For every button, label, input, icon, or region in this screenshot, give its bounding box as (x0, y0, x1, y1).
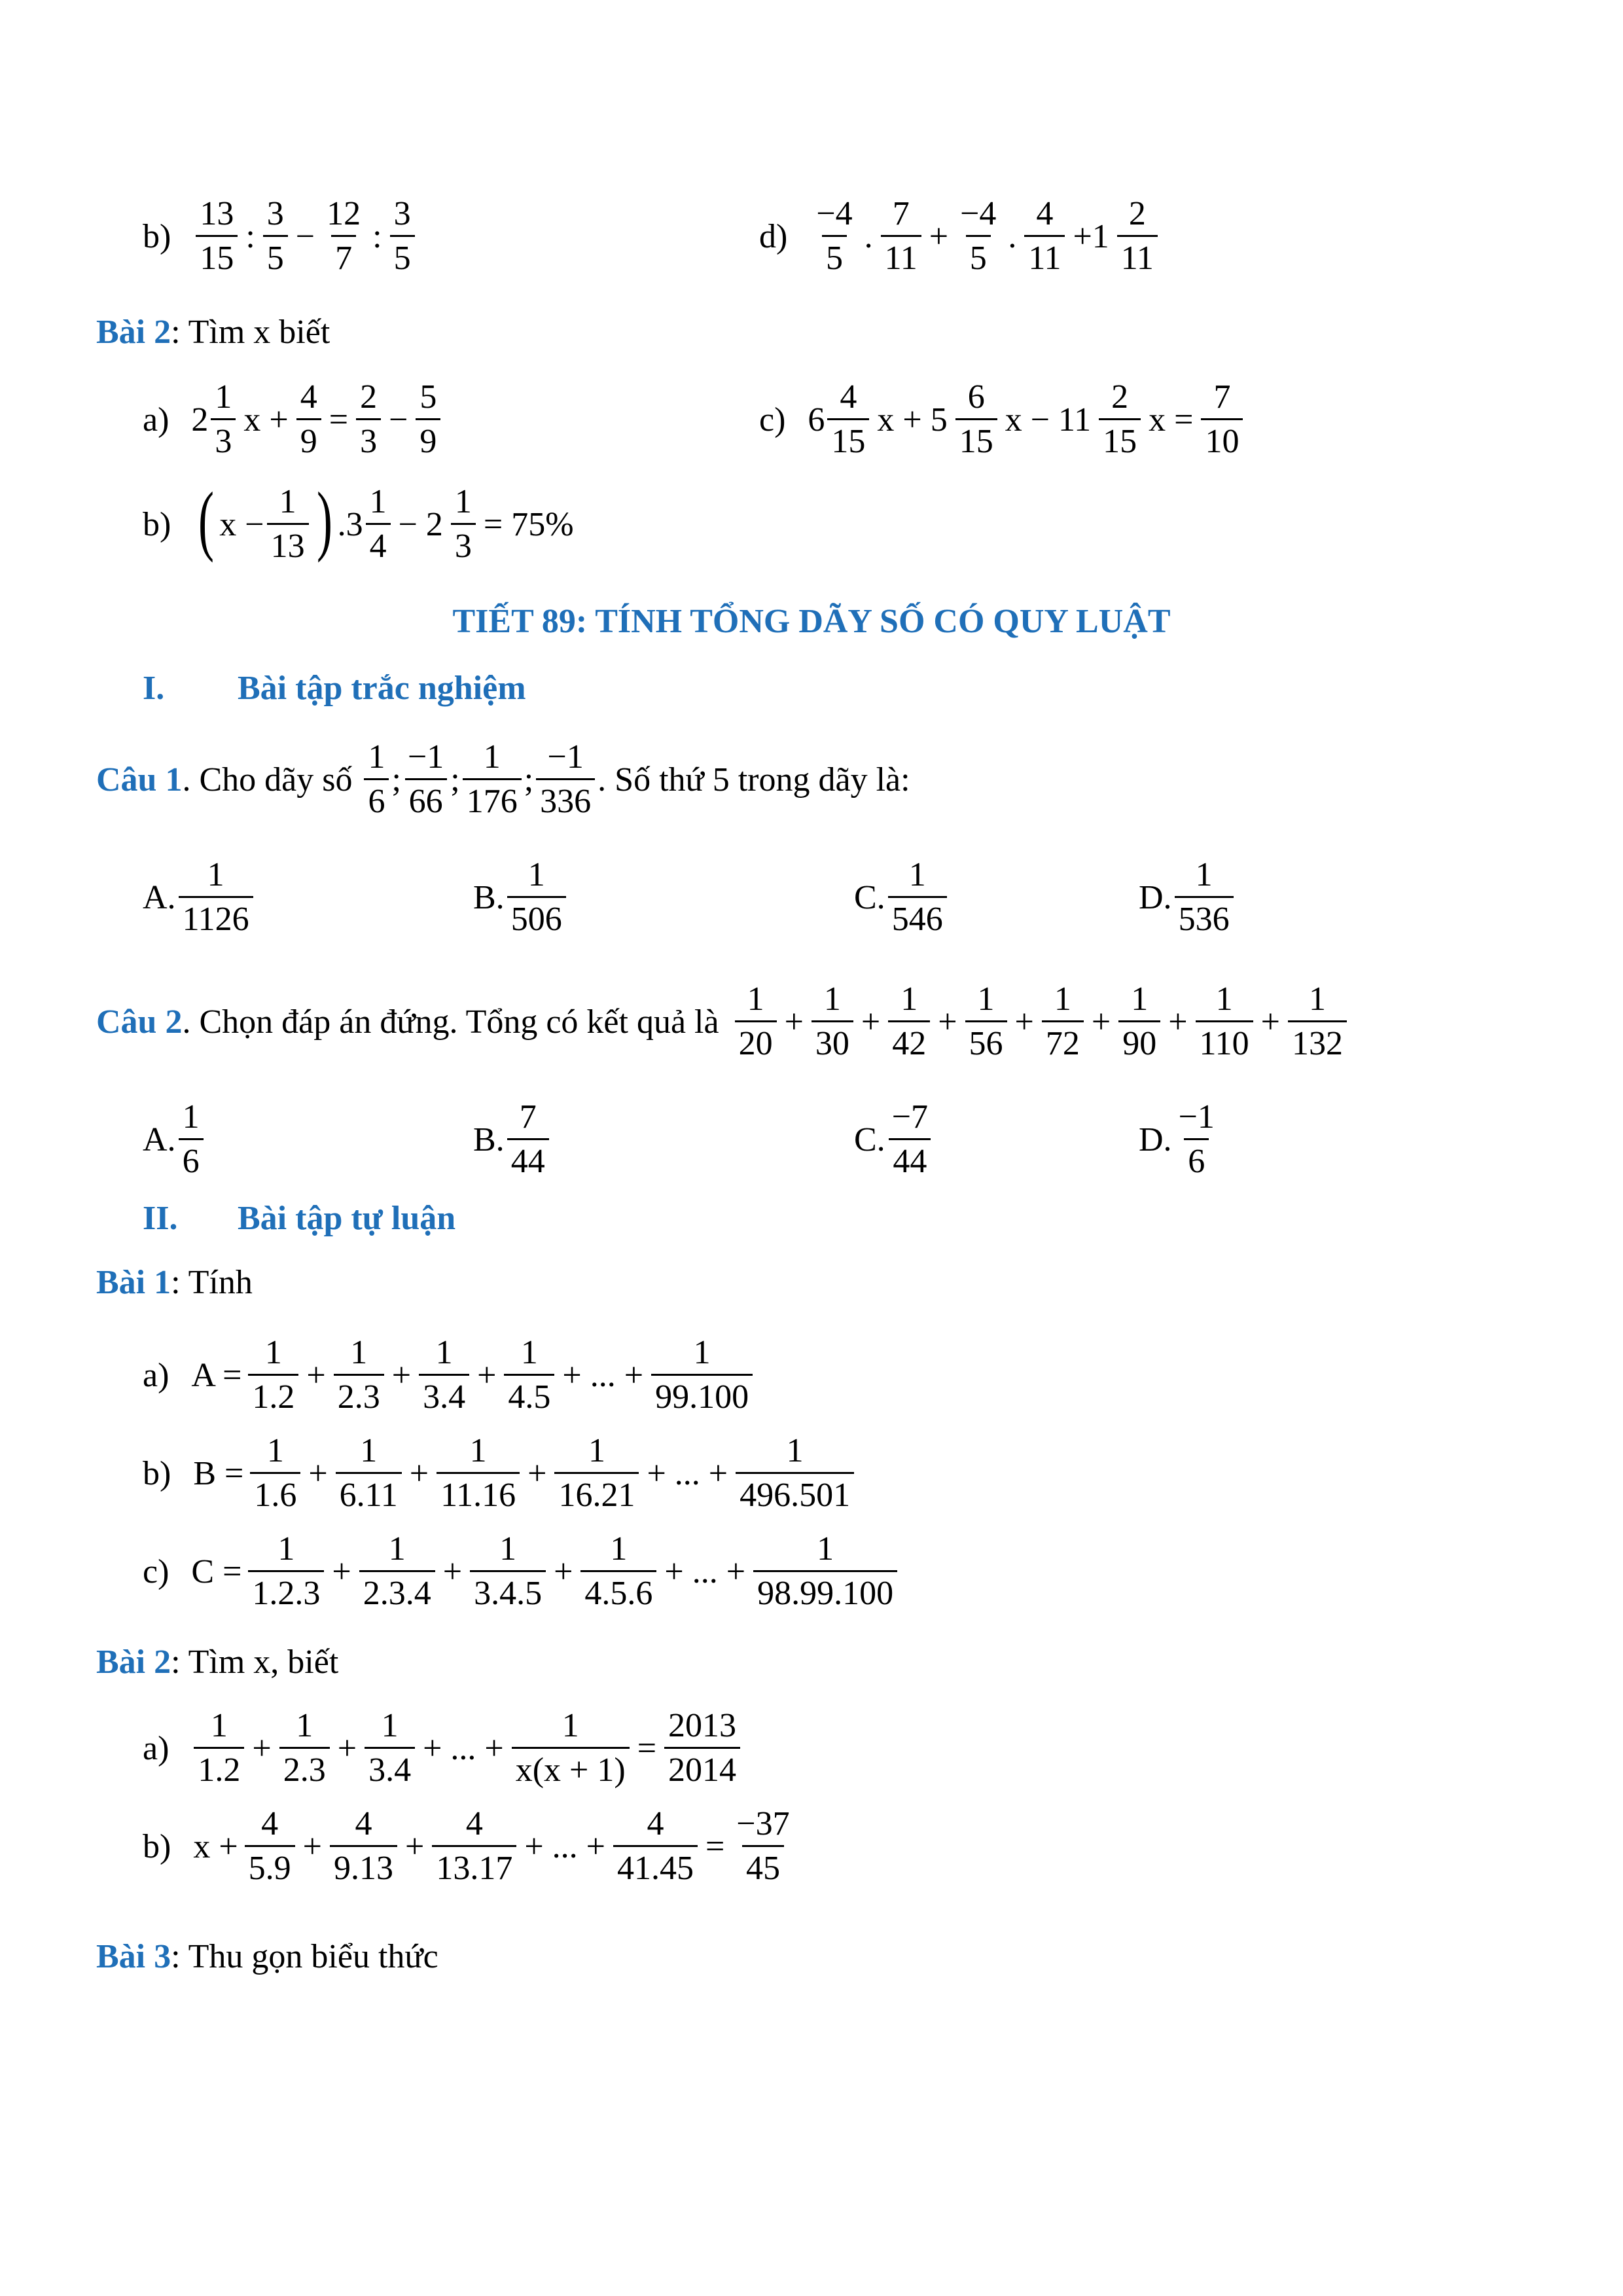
fraction: $\frac{1}{1126}$ (179, 857, 253, 937)
fraction: $\frac{1}{72}$ (1042, 982, 1084, 1062)
fraction: $\frac{1}{3}$ (211, 380, 236, 459)
fraction: $\frac{1}{16.21}$ (554, 1433, 639, 1513)
fraction: $\frac{5}{9}$ (416, 380, 440, 459)
bai2-a-equation: a) 2 $\frac{1}{3}$ x + $\frac{4}{9}$ = $\frac{2}{3}$ − $\frac{5}{9}$ (143, 380, 443, 459)
cau1-option-a[interactable]: A. $\frac{1}{1126}$ (143, 857, 256, 937)
bai2-heading: Bài 2 : Tìm x biết (96, 314, 330, 351)
fraction: $\frac{-4}{5}$ (960, 195, 997, 277)
fraction: $\frac{2}{3}$ (356, 380, 381, 459)
fraction: $\frac{-1}{336}$ (536, 740, 595, 819)
fraction: $\frac{1}{1.6}$ (250, 1433, 300, 1513)
bai2-b-equation: b) ( x − $\frac{1}{13}$ ) .3 $\frac{1}{4}$ − 2 $\frac{1}{3}$ = 75% (143, 476, 574, 565)
fraction: $\frac{1}{11.16}$ (437, 1433, 520, 1513)
fraction: $\frac{4}{13.17}$ (432, 1806, 516, 1886)
bai1-b-expression: b) B = $\frac{1}{1.6}$ + $\frac{1}{6.11}$ + $\frac{1}{11.16}$ + $\frac{1}{16.21}$ + ... + $\frac{1}{496.501}$ (143, 1433, 857, 1513)
fraction: $\frac{1}{90}$ (1118, 982, 1160, 1062)
bai1-c-expression: c) C = $\frac{1}{1.2.3}$ + $\frac{1}{2.3.4}$ + $\frac{1}{3.4.5}$ + $\frac{1}{4.5.6}$ + ... + $\frac{1}{98.99.100}$ (143, 1532, 900, 1611)
fraction: $\frac{6}{15}$ (955, 380, 997, 459)
fraction: $\frac{-37}{45}$ (736, 1805, 790, 1887)
fraction: $\frac{1}{496.501}$ (736, 1433, 854, 1513)
fraction: $\frac{-1}{6}$ (1178, 1098, 1215, 1180)
fraction: $\frac{1}{132}$ (1288, 982, 1347, 1062)
section-title: TIẾT 89: TÍNH TỔNG DÃY SỐ CÓ QUY LUẬT (452, 603, 1171, 640)
part1-heading: I. Bài tập trắc nghiệm (143, 670, 526, 707)
fraction: $\frac{1}{1.2}$ (248, 1335, 298, 1415)
fraction: $\frac{13}{15}$ (196, 196, 238, 276)
fraction: $\frac{1}{4.5.6}$ (580, 1532, 656, 1611)
cau2-option-a[interactable]: A. $\frac{1}{6}$ (143, 1100, 206, 1179)
fraction: $\frac{4}{9.13}$ (330, 1806, 397, 1886)
fraction: $\frac{1}{3}$ (451, 484, 476, 564)
fraction: $\frac{2}{15}$ (1099, 380, 1141, 459)
cau2-option-d[interactable]: D. $\frac{-1}{6}$ (1139, 1100, 1221, 1179)
fraction: $\frac{1}{1.2.3}$ (248, 1532, 324, 1611)
fraction: $\frac{1}{176}$ (463, 740, 522, 819)
fraction: $\frac{1}{506}$ (507, 857, 566, 937)
cau1-option-b[interactable]: B. $\frac{1}{506}$ (473, 857, 569, 937)
fraction: $\frac{1}{110}$ (1196, 982, 1253, 1062)
fraction: $\frac{4}{41.45}$ (613, 1806, 698, 1886)
fraction: $\frac{4}{15}$ (827, 380, 869, 459)
bai2b-heading: Bài 2 : Tìm x, biết (96, 1643, 339, 1681)
fraction: $\frac{2}{11}$ (1117, 196, 1158, 276)
fraction: $\frac{1}{99.100}$ (651, 1335, 753, 1415)
fraction: $\frac{1}{4}$ (366, 484, 391, 564)
fraction: $\frac{7}{10}$ (1201, 380, 1243, 459)
fraction: $\frac{1}{3.4}$ (365, 1708, 415, 1788)
bai2-c-equation: c) 6 $\frac{4}{15}$ x + 5 $\frac{6}{15}$ x − 11 $\frac{2}{15}$ x = $\frac{7}{10}$ (759, 380, 1245, 459)
fraction: $\frac{1}{6}$ (179, 1100, 204, 1179)
bai1-a-expression: a) A = $\frac{1}{1.2}$ + $\frac{1}{2.3}$ + $\frac{1}{3.4}$ + $\frac{1}{4.5}$ + ... + $\frac{1}{99.100}$ (143, 1335, 755, 1415)
cau2-question: Câu 2 . Chọn đáp án đứng. Tổng có kết quả là $\frac{1}{20}$ + $\frac{1}{30}$ + $\frac{1}{42}$ + $\frac{1}{56}$ + $\frac{1}{72}$ + $\frac{1}{90}$ + $\frac{1}{110}$ + $\frac{1}{132}$ (96, 982, 1349, 1062)
cau2-option-c[interactable]: C. $\frac{-7}{44}$ (854, 1100, 935, 1179)
fraction: $\frac{1}{546}$ (888, 857, 947, 937)
fraction: $\frac{1}{30}$ (812, 982, 853, 1062)
fraction: $\frac{1}{x(x + 1)}$ (512, 1708, 630, 1788)
cau2-option-b[interactable]: B. $\frac{7}{44}$ (473, 1100, 552, 1179)
fraction: $\frac{4}{9}$ (296, 380, 321, 459)
cau1-question: Câu 1 . Cho dãy số $\frac{1}{6}$ ; $\frac{-1}{66}$ ; $\frac{1}{176}$ ; $\frac{-1}{336}$ . Số thứ 5 trong dãy là: (96, 738, 910, 820)
bai2b-b-equation: b) x + $\frac{4}{5.9}$ + $\frac{4}{9.13}$ + $\frac{4}{13.17}$ + ... + $\frac{4}{41.45}$ = $\frac{-37}{45}$ (143, 1806, 796, 1886)
fraction: $\frac{1}{1.2}$ (194, 1708, 244, 1788)
fraction: $\frac{-7}{44}$ (888, 1100, 932, 1179)
fraction: $\frac{1}{3.4}$ (419, 1335, 469, 1415)
fraction: $\frac{1}{20}$ (735, 982, 777, 1062)
fraction: $\frac{1}{13}$ (267, 484, 309, 564)
cau1-option-d[interactable]: D. $\frac{1}{536}$ (1139, 857, 1236, 937)
top-d-expression: d) $\frac{-4}{5}$ . $\frac{7}{11}$ + $\frac{-4}{5}$ . $\frac{4}{11}$ +1 $\frac{2}{11}$ (759, 196, 1160, 276)
bai1-heading: Bài 1 : Tính (96, 1264, 253, 1301)
fraction: $\frac{4}{5.9}$ (245, 1806, 295, 1886)
fraction: $\frac{1}{98.99.100}$ (753, 1532, 897, 1611)
fraction: $\frac{3}{5}$ (263, 196, 288, 276)
fraction: $\frac{1}{536}$ (1175, 857, 1234, 937)
bai3-heading: Bài 3 : Thu gọn biểu thức (96, 1938, 438, 1975)
fraction: $\frac{2013}{2014}$ (664, 1708, 740, 1788)
part2-heading: II. Bài tập tự luận (143, 1200, 456, 1237)
bai2b-a-equation: a) $\frac{1}{1.2}$ + $\frac{1}{2.3}$ + $\frac{1}{3.4}$ + ... + $\frac{1}{x(x + 1)}$ = $\frac{2013}{2014}$ (143, 1708, 743, 1788)
fraction: $\frac{1}{6.11}$ (336, 1433, 402, 1513)
fraction: $\frac{1}{2.3.4}$ (359, 1532, 435, 1611)
fraction: $\frac{1}{6}$ (364, 740, 389, 819)
fraction: $\frac{1}{2.3}$ (279, 1708, 330, 1788)
fraction: $\frac{1}{42}$ (888, 982, 930, 1062)
fraction: $\frac{1}{56}$ (965, 982, 1007, 1062)
fraction: $\frac{1}{3.4.5}$ (470, 1532, 546, 1611)
fraction: $\frac{4}{11}$ (1024, 196, 1065, 276)
fraction: $\frac{-1}{66}$ (404, 740, 448, 819)
cau1-option-c[interactable]: C. $\frac{1}{546}$ (854, 857, 950, 937)
top-b-expression: b) $\frac{13}{15}$ : $\frac{3}{5}$ − $\frac{12}{7}$ : $\frac{3}{5}$ (143, 196, 418, 276)
fraction: $\frac{3}{5}$ (390, 196, 415, 276)
fraction: $\frac{1}{2.3}$ (334, 1335, 384, 1415)
fraction: $\frac{12}{7}$ (327, 195, 361, 277)
fraction: $\frac{1}{4.5}$ (504, 1335, 554, 1415)
fraction: $\frac{7}{44}$ (507, 1100, 549, 1179)
fraction: $\frac{7}{11}$ (881, 196, 921, 276)
fraction: $\frac{-4}{5}$ (816, 195, 853, 277)
